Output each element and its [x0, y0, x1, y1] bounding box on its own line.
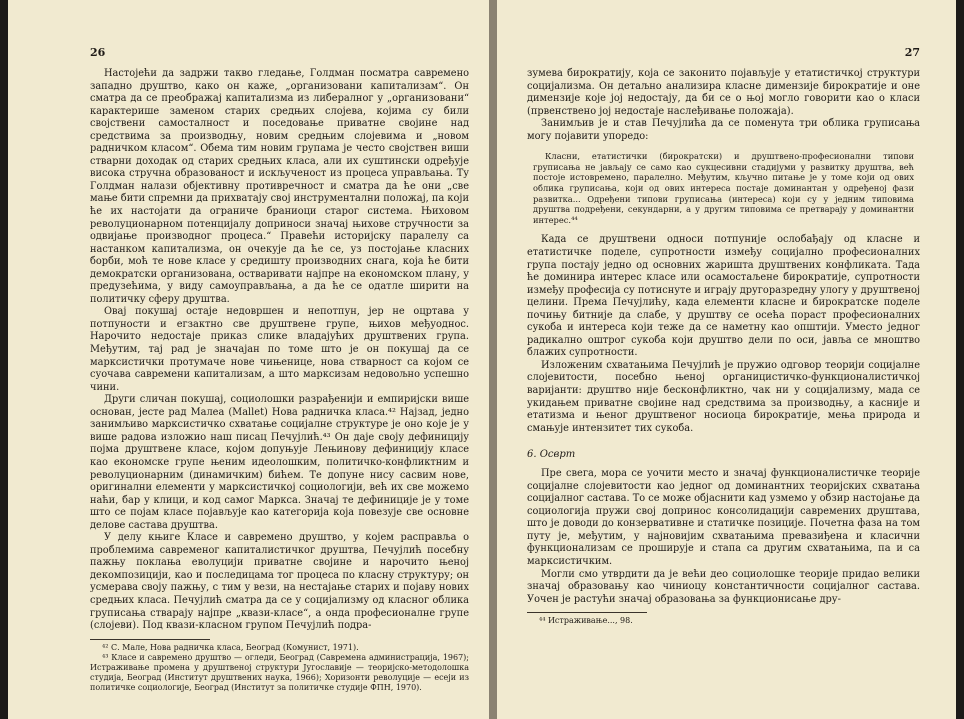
left-page: [8, 0, 489, 719]
footnote: ⁴³ Класе и савремено друштво — огледи, Београд (Савремена администрација, 1967); Истраживање промена у друштвеној структури Југославије — теоријско-методолошка студија, Београд (Институт друштвених наука, 1966); Хоризонти револуције — есеји из политичке социологије, Београд (Институт за политичке студије ФПН, 1970).: [90, 652, 469, 692]
body-paragraph: Настојећи да задржи такво гледање, Голдман посматра савремено западно друштво, како он каже, „организовани капитализам“. Он сматра да се преображај капитализма из либералног у „организовани“ карактерише заменом старих средњих слојева, којима су били својствени самосталност и поседовање приватне својине над средствима за производњу, новим средњим слојевима и „новом радничком класом“. Обема тим новим групама је често својствен виши стварни доходак од старих средњих класа, али их суштински одређује висока стручна образованост и искљученост из процеса управљања. Ту Голдман налази објективну противречност и сматра да ће они „све мање бити спремни да прихватају свој инструментални положај, па који ће их настојати да ограниче браниоци старог система. Њиховом револуционарном потенцијалу доприноси значај њихове стручности за одвијање производног процеса.“ Правећи историјску паралелу са настанком капитализма, он очекује да ће се, уз постојање класних борби, моћ те нове класе у средишту производних снага, која ће бити демократски организована, остваривати најпре на економском плану, у предузећима, у виду самоуправљања, а да ће се одатле ширити на политичку сферу друштва.: [90, 68, 469, 305]
footnote-divider: [90, 639, 210, 640]
body-paragraph: Други сличан покушај, социолошки разрађенији и емпиријски више основан, јесте рад Малеа (Mallet) Нова радничка класа.⁴² Најзад, једно занимљиво марксистичко схватање социјалне структуре је оно које је у више радова изложио наш писац Печујлић.⁴³ Он даје своју дефиницију појма друштвене класе, којом допуњује Лењинову дефиницију класе као економске групе њеним идеолошким, политичко-конфликтним и револуционарним (динамичким) бићем. Те допуне нису сасвим нове, оригинални елементи у марксистичкој социологији, већ их све можемо наћи, бар у клици, и код самог Маркса. Значај те дефиниције је у томе што се појам класе појављује као категорија која повезује све основне делове састава друштва.: [90, 394, 469, 531]
quote-text: Класни, етатистички (бирократски) и друштвено-професионални типови груписања не јављају се само као сукцесивни стадијуми у развитку друштва, већ постоје истовремено, паралелно. Међутим, кључно питање је у томе који од ових облика груписања, који од ових интереса постаје доминантан у одређеној фази развитка... Одређени типови груписања (интереса) који су у једним типовима друштва подређени, секундарни, а у другим типовима се претварају у доминантни интерес.⁴⁴: [533, 151, 914, 225]
book-spine: [489, 0, 497, 719]
body-paragraph: Занимљив је и став Печујлића да се поменута три облика груписања могу појавити упоредо:: [527, 118, 920, 142]
footnotes: [527, 616, 920, 626]
body-paragraph: Могли смо утврдити да је већи део социолошке теорије придао велики значај образовању као чиниоцу константичности социјалног састава. Уочен је растући значај образовања за функционисање дру-: [527, 568, 920, 605]
footnote: ⁴⁴ Истраживање..., 98.: [539, 616, 633, 626]
body-paragraph: Овај покушај остаје недовршен и непотпун, јер не оцртава у потпуности и егзактно све друштвене групе, њихов међуоднос. Нарочито недостаје приказ слике владајућих друштвених група. Међутим, тај рад је значајан по томе што је он покушај да се марксистички протумаче нове чињенице, нова стварност са којом се суочава савремени капитализам, а што марксизам недовољно успешно чини.: [90, 306, 469, 393]
section-heading: 6. Осврт: [527, 449, 576, 461]
body-paragraph: Изложеним схватањима Печујлић је пружио одговор теорији социјалне слојевитости, посебно њеној органицистичко-функционалистичкој варијанти: друштво није бесконфликтно, чак ни у социјализму, мада се укидањем приватне својине над средствима за производњу, а касније и етатизма и њеног друштвеног носиоца бирократије, мења природа и смањује интензитет тих сукоба.: [527, 359, 920, 434]
footnote: ⁴² С. Мале, Нова радничка класа, Београд (Комунист, 1971).: [102, 642, 359, 652]
body-paragraph: Пре свега, мора се уочити место и значај функционалистичке теорије социјалне слојевитости као једног од доминантних теоријских схватања социјалног састава. То се може објаснити кад узмемо у обзир настојање да социологија пружи свој допринос консолидацији савремених друштава, што је доводи до конзервативне и статичке позиције. Почетна фаза на том путу је, међутим, у најновијим схватањима превазиђена и класични функционализам се проширује и стапа са другим схватањима, па и са марксистичким.: [527, 468, 920, 568]
footnotes: [90, 643, 469, 693]
block-quote: [533, 151, 914, 225]
right-page: [497, 0, 956, 719]
body-paragraph: У делу књиге Класе и савремено друштво, у којем расправља о проблемима савременог капиталистичког друштва, Печујлић посебну пажњу поклања еволуцији приватне својине и нарочито њеној декомпозицији, као и последицама тог процеса по класну структуру; он усмерава своју пажњу, с тим у вези, на нестајање старих и појаву нових средњих класа. Печујлић сматра да се у социјализму од класног облика груписања стварају најпре „квази-класе“, а онда професионалне групе (слојеви). Под квази-класном групом Печујлић подра-: [90, 532, 469, 632]
footnote-divider: [527, 612, 647, 613]
body-paragraph: Када се друштвени односи потпуније ослобађају од класне и етатистичке поделе, супротности између социјално професионалних група постају једно од основних жаришта друштвених конфликата. Тада ће доминира интерес класе или осамостаљене бирократије, супротности између професија су потиснуте и играју другоразредну улогу у друштвеној целини. Према Печујлићу, када елементи класне и бирократске поделе почињу битније да слабе, у друштву се осећа пораст професионалних сукоба и интереса који теже да се наметну као општији. Уместо једног радикално оштрог сукоба који друштво дели по оси, јавља се мноштво блажих супротности.: [527, 234, 920, 359]
page-number: 27: [904, 46, 920, 59]
body-paragraph: зумева бирократију, која се законито појављује у етатистичкој структури социјализма. Он детаљно анализира класне димензије бирократије и оне димензије које јој недостају, да би се о њој могло говорити као о класи (првенствено јој недостаје наслеђивање положаја).: [527, 68, 920, 117]
page-number: 26: [90, 46, 106, 59]
